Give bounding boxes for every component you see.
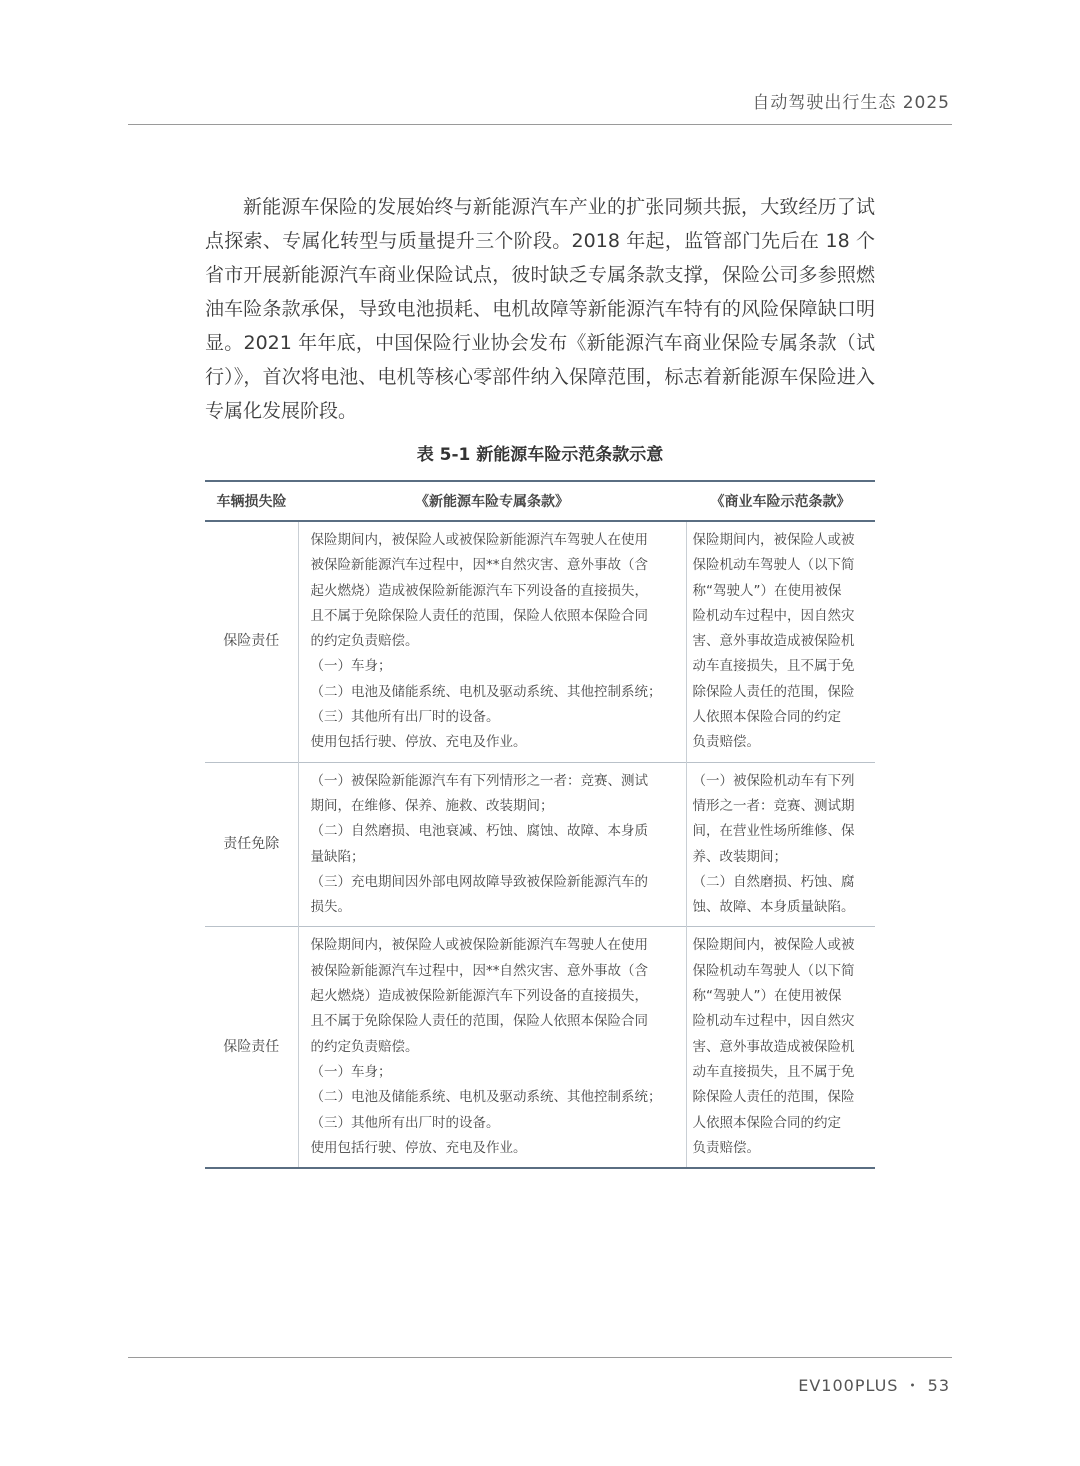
clause-line: 量缺陷； <box>310 848 365 865</box>
clause-line: （一）被保险新能源汽车有下列情形之一者：竞赛、测试 <box>310 772 648 789</box>
footer-divider <box>128 1357 952 1358</box>
clause-comparison-table <box>205 480 875 1169</box>
clause-line: （三）其他所有出厂时的设备。 <box>310 1114 500 1131</box>
header-cell-category: 车辆损失险 <box>216 494 287 510</box>
clause-line: （一）被保险机动车有下列 <box>692 772 855 789</box>
clause-line: 除保险人责任的范围，保险 <box>692 683 855 700</box>
clause-line: （一）车身； <box>310 1063 392 1080</box>
clause-line: 称“驾驶人”）在使用被保 <box>692 582 842 599</box>
clause-line: 保险期间内，被保险人或被保险新能源汽车驾驶人在使用 <box>310 532 648 548</box>
clause-line: （三）其他所有出厂时的设备。 <box>310 709 500 726</box>
row-label-cell: 保险责任 <box>223 633 280 650</box>
clause-line: 保险期间内，被保险人或被 <box>692 532 855 548</box>
header-divider <box>128 124 952 125</box>
clause-line: 蚀、故障、本身质量缺陷。 <box>692 899 855 916</box>
table <box>205 480 875 1169</box>
clause-line: （二）电池及储能系统、电机及驱动系统、其他控制系统； <box>310 1089 662 1106</box>
clause-line: （三）充电期间因外部电网故障导致被保险新能源汽车的 <box>310 873 648 890</box>
table-header-row <box>205 481 875 521</box>
clause-line: 除保险人责任的范围，保险 <box>692 1089 855 1106</box>
clause-line: （二）自然磨损、电池衰减、朽蚀、腐蚀、故障、本身质 <box>310 823 648 840</box>
clause-line: 养、改装期间； <box>692 848 787 865</box>
standard-clause-cell <box>686 521 875 762</box>
standard-clause-cell <box>686 762 875 927</box>
clause-line: 起火燃烧）造成被保险新能源汽车下列设备的直接损失， <box>310 988 648 1005</box>
body-paragraph: 新能源车保险的发展始终与新能源汽车产业的扩张同频共振，大致经历了试点探索、专属化转型与质量提升三个阶段。2018 年起，监管部门先后在 18 个省市开展新能源汽车商业保险试点，彼时缺乏专属条款支撑，保险公司多参照燃油车险条款承保，导致电池损耗、电机故障等新能源汽车特有的风险保障缺口明显。2021 年年底，中国保险行业协会发布《新能源汽车商业保险专属条款（试行）》，首次将电池、电机等核心零部件纳入保障范围，标志着新能源车保险进入专属化发展阶段。 <box>205 196 875 422</box>
clause-line: 使用包括行驶、停放、充电及作业。 <box>310 734 527 751</box>
ev-clause-cell <box>298 927 686 1168</box>
standard-clause-cell <box>686 927 875 1168</box>
clause-line: 使用包括行驶、停放、充电及作业。 <box>310 1139 527 1156</box>
header-cell-standard-clause: 《商业车险示范条款》 <box>710 494 851 510</box>
table-body <box>205 521 875 1168</box>
clause-line: 害、意外事故造成被保险机 <box>692 1038 855 1055</box>
clause-line: （二）自然磨损、朽蚀、腐 <box>692 873 855 890</box>
running-header-title: 自动驾驶出行生态 2025 <box>752 93 950 113</box>
clause-line: 险机动车过程中，因自然灾 <box>692 1013 855 1030</box>
clause-line: 人依照本保险合同的约定 <box>692 1114 841 1131</box>
clause-line: 起火燃烧）造成被保险新能源汽车下列设备的直接损失， <box>310 582 648 599</box>
clause-line: 害、意外事故造成被保险机 <box>692 633 855 650</box>
clause-line: （二）电池及储能系统、电机及驱动系统、其他控制系统； <box>310 683 662 700</box>
clause-line: 被保险新能源汽车过程中，因**自然灾害、意外事故（含 <box>310 557 648 574</box>
clause-line: 负责赔偿。 <box>692 734 760 751</box>
clause-line: 人依照本保险合同的约定 <box>692 709 841 726</box>
row-label-cell: 责任免除 <box>223 835 280 852</box>
footer-page-label: EV100PLUS ・ 53 <box>798 1376 950 1395</box>
table-row <box>205 927 875 1168</box>
clause-line: 险机动车过程中，因自然灾 <box>692 607 855 624</box>
clause-line: 情形之一者：竞赛、测试期 <box>692 797 855 814</box>
clause-line: 的约定负责赔偿。 <box>310 1038 419 1055</box>
ev-clause-cell <box>298 762 686 927</box>
clause-line: 损失。 <box>310 899 351 916</box>
header-cell-ev-clause: 《新能源车险专属条款》 <box>415 494 569 510</box>
clause-line: 动车直接损失，且不属于免 <box>692 658 855 675</box>
row-label-cell: 保险责任 <box>223 1038 280 1055</box>
clause-line: 且不属于免除保险人责任的范围，保险人依照本保险合同 <box>310 1013 648 1030</box>
clause-line: 保险期间内，被保险人或被 <box>692 937 855 954</box>
clause-line: 且不属于免除保险人责任的范围，保险人依照本保险合同 <box>310 607 648 624</box>
table-caption: 表 5-1 新能源车险示范条款示意 <box>416 445 664 465</box>
clause-line: 负责赔偿。 <box>692 1139 760 1156</box>
table-row <box>205 521 875 762</box>
clause-line: 间，在营业性场所维修、保 <box>692 823 855 840</box>
table-row <box>205 762 875 927</box>
ev-clause-cell <box>298 521 686 762</box>
clause-line: 保险期间内，被保险人或被保险新能源汽车驾驶人在使用 <box>310 937 648 954</box>
clause-line: 的约定负责赔偿。 <box>310 633 419 650</box>
clause-line: 称“驾驶人”）在使用被保 <box>692 988 842 1005</box>
clause-line: 动车直接损失，且不属于免 <box>692 1063 855 1080</box>
clause-line: （一）车身； <box>310 658 392 675</box>
clause-line: 被保险新能源汽车过程中，因**自然灾害、意外事故（含 <box>310 962 648 979</box>
clause-line: 保险机动车驾驶人（以下简 <box>692 962 855 979</box>
clause-line: 保险机动车驾驶人（以下简 <box>692 557 855 574</box>
clause-line: 期间，在维修、保养、施救、改装期间； <box>310 797 554 814</box>
